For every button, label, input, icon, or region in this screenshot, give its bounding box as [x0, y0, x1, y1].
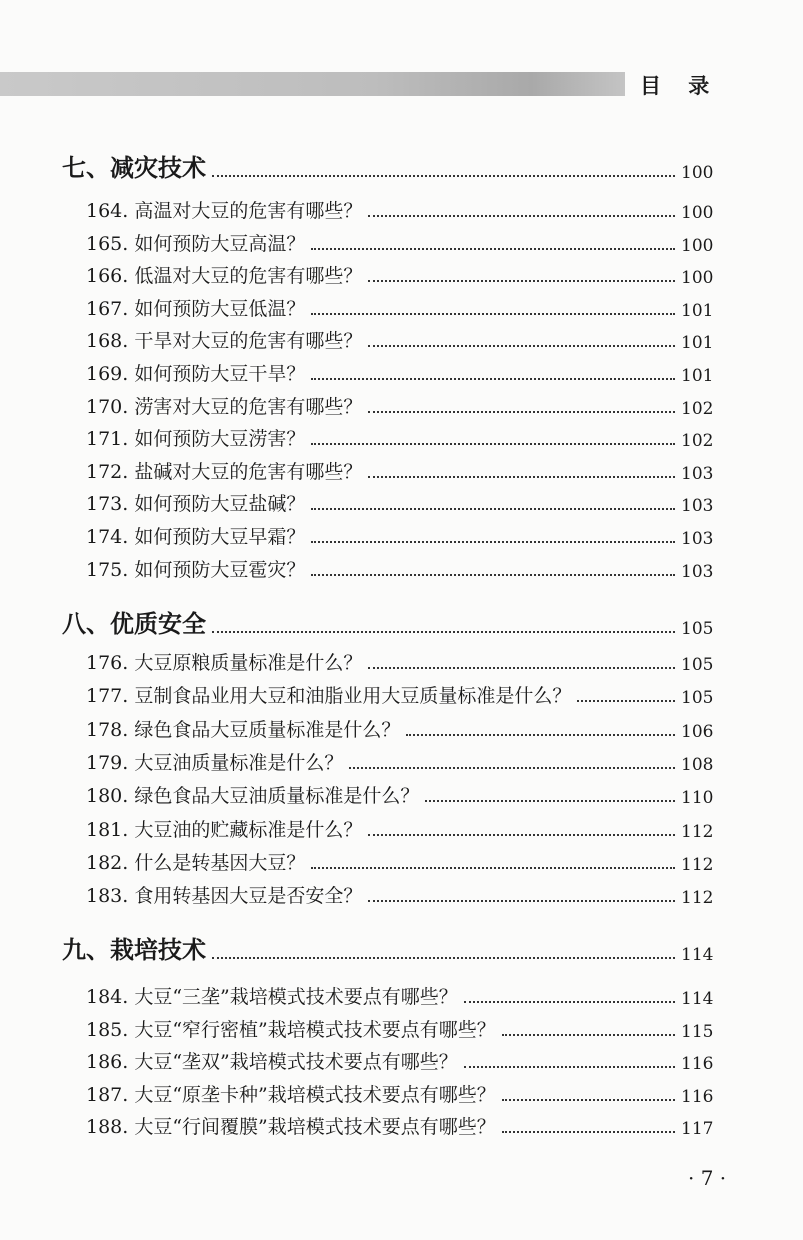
toc-entry-page: 116 — [681, 1086, 714, 1107]
toc-entry-label: 182. 什么是转基因大豆？ — [86, 851, 306, 874]
toc-section-heading-label: 九、栽培技术 — [62, 936, 206, 964]
toc-section-heading[interactable] — [62, 604, 713, 639]
toc-entry-label: 172. 盐碱对大豆的危害有哪些？ — [86, 460, 363, 483]
dot-leader — [425, 800, 675, 802]
toc-entry-page: 105 — [681, 655, 714, 675]
toc-entry[interactable] — [86, 457, 713, 484]
dot-leader — [212, 957, 675, 959]
toc-entry[interactable] — [86, 748, 713, 775]
toc-entry-label: 170. 涝害对大豆的危害有哪些？ — [86, 395, 363, 418]
toc-entry-page: 100 — [681, 235, 714, 256]
dot-leader — [368, 900, 675, 902]
dot-leader — [311, 867, 675, 869]
dot-leader — [311, 508, 675, 510]
toc-entry-label: 180. 绿色食品大豆油质量标准是什么？ — [86, 785, 420, 808]
toc-entry[interactable] — [86, 196, 713, 223]
toc-section-heading-label: 八、优质安全 — [62, 610, 206, 638]
dot-leader — [368, 215, 675, 217]
toc-entry-page: 103 — [681, 529, 714, 549]
toc-entry-label: 165. 如何预防大豆高温？ — [86, 232, 306, 255]
toc-entry-label: 164. 高温对大豆的危害有哪些？ — [86, 200, 363, 222]
toc-entry[interactable] — [86, 489, 713, 516]
toc-entry-label: 181. 大豆油的贮藏标准是什么？ — [86, 818, 363, 841]
toc-entry-page: 100 — [681, 268, 714, 289]
toc-entry-page: 103 — [681, 561, 714, 582]
toc-entry-page: 112 — [681, 854, 714, 875]
dot-leader — [464, 1066, 675, 1068]
toc-entry[interactable] — [86, 648, 713, 675]
toc-entry-label: 187. 大豆“原垄卡种”栽培模式技术要点有哪些？ — [86, 1083, 496, 1106]
toc-entry[interactable] — [86, 359, 713, 386]
toc-entry[interactable] — [86, 681, 713, 708]
toc-entry-label: 171. 如何预防大豆涝害？ — [86, 428, 306, 451]
toc-entry[interactable] — [86, 715, 713, 742]
toc-entry[interactable] — [86, 261, 713, 288]
toc-entry[interactable] — [86, 424, 713, 451]
dot-leader — [212, 631, 675, 633]
toc-entry-page: 103 — [681, 496, 714, 517]
toc-entry[interactable] — [86, 781, 713, 808]
dot-leader — [368, 476, 675, 478]
toc-entry-page: 102 — [681, 398, 714, 419]
toc-section-heading[interactable] — [62, 930, 713, 965]
toc-entry-label: 168. 干旱对大豆的危害有哪些？ — [86, 330, 363, 353]
dot-leader — [368, 411, 675, 413]
toc-entry-page: 101 — [681, 366, 714, 386]
toc-entry[interactable] — [86, 815, 713, 842]
toc-entry-page: 112 — [681, 888, 714, 909]
dot-leader — [502, 1034, 675, 1036]
dot-leader — [349, 767, 675, 769]
running-header-band — [0, 72, 625, 96]
toc-entry[interactable] — [86, 1015, 713, 1042]
dot-leader — [368, 834, 675, 836]
toc-entry[interactable] — [86, 1047, 713, 1074]
dot-leader — [406, 734, 675, 736]
dot-leader — [368, 280, 675, 282]
dot-leader — [311, 313, 675, 315]
toc-section-heading[interactable] — [62, 148, 713, 183]
toc-section-heading-page: 105 — [681, 619, 714, 639]
dot-leader — [311, 378, 675, 380]
toc-entry-label: 166. 低温对大豆的危害有哪些？ — [86, 265, 363, 288]
toc-section-heading-label: 七、减灾技术 — [62, 154, 206, 182]
toc-entry-label: 184. 大豆“三垄”栽培模式技术要点有哪些？ — [86, 986, 458, 1008]
toc-entry-page: 117 — [681, 1119, 714, 1139]
running-header-title: 目 录 — [640, 74, 720, 98]
toc-entry-page: 108 — [681, 754, 714, 775]
toc-entry[interactable] — [86, 982, 713, 1009]
dot-leader — [577, 700, 675, 702]
toc-entry-page: 115 — [681, 1021, 714, 1042]
dot-leader — [311, 574, 675, 576]
toc-entry-label: 175. 如何预防大豆雹灾？ — [86, 558, 306, 581]
toc-entry[interactable] — [86, 522, 713, 549]
toc-entry-label: 174. 如何预防大豆早霜？ — [86, 526, 306, 548]
toc-entry-label: 169. 如何预防大豆干旱？ — [86, 363, 306, 385]
toc-entry[interactable] — [86, 1080, 713, 1107]
toc-entry-label: 167. 如何预防大豆低温？ — [86, 297, 306, 320]
toc-entry-label: 185. 大豆“窄行密植”栽培模式技术要点有哪些？ — [86, 1018, 496, 1041]
toc-entry[interactable] — [86, 326, 713, 353]
toc-entry[interactable] — [86, 881, 713, 908]
toc-entry-label: 177. 豆制食品业用大豆和油脂业用大豆质量标准是什么？ — [86, 685, 572, 708]
toc-entry-page: 103 — [681, 463, 714, 484]
page-number: · 7 · — [688, 1166, 727, 1190]
dot-leader — [212, 175, 675, 177]
toc-entry-page: 100 — [681, 203, 714, 223]
toc-entry-label: 186. 大豆“垄双”栽培模式技术要点有哪些？ — [86, 1051, 458, 1073]
toc-entry[interactable] — [86, 848, 713, 875]
toc-entry[interactable] — [86, 555, 713, 582]
toc-entry[interactable] — [86, 392, 713, 419]
toc-section-heading-page: 114 — [681, 945, 714, 965]
toc-entry-label: 179. 大豆油质量标准是什么？ — [86, 751, 344, 774]
toc-entry-page: 105 — [681, 688, 714, 709]
toc-entry-label: 173. 如何预防大豆盐碱？ — [86, 493, 306, 516]
toc-entry-label: 178. 绿色食品大豆质量标准是什么？ — [86, 718, 401, 741]
toc-entry-label: 183. 食用转基因大豆是否安全？ — [86, 885, 363, 908]
toc-section-heading-page: 100 — [681, 163, 714, 183]
dot-leader — [368, 345, 675, 347]
toc-entry-label: 188. 大豆“行间覆膜”栽培模式技术要点有哪些？ — [86, 1116, 496, 1138]
toc-entry[interactable] — [86, 294, 713, 321]
dot-leader — [502, 1099, 675, 1101]
dot-leader — [368, 667, 675, 669]
dot-leader — [311, 541, 675, 543]
dot-leader — [502, 1131, 675, 1133]
toc-entry-page: 112 — [681, 821, 714, 842]
toc-entry-page: 114 — [681, 989, 714, 1009]
toc-entry-page: 101 — [681, 300, 714, 321]
toc-entry[interactable] — [86, 229, 713, 256]
dot-leader — [311, 248, 675, 250]
toc-entry[interactable] — [86, 1112, 713, 1139]
dot-leader — [311, 443, 675, 445]
toc-entry-page: 101 — [681, 333, 714, 354]
toc-entry-page: 102 — [681, 431, 714, 452]
toc-entry-label: 176. 大豆原粮质量标准是什么？ — [86, 652, 363, 674]
toc-entry-page: 116 — [681, 1054, 714, 1074]
dot-leader — [464, 1001, 675, 1003]
toc-entry-page: 110 — [681, 788, 714, 809]
toc-entry-page: 106 — [681, 721, 714, 742]
